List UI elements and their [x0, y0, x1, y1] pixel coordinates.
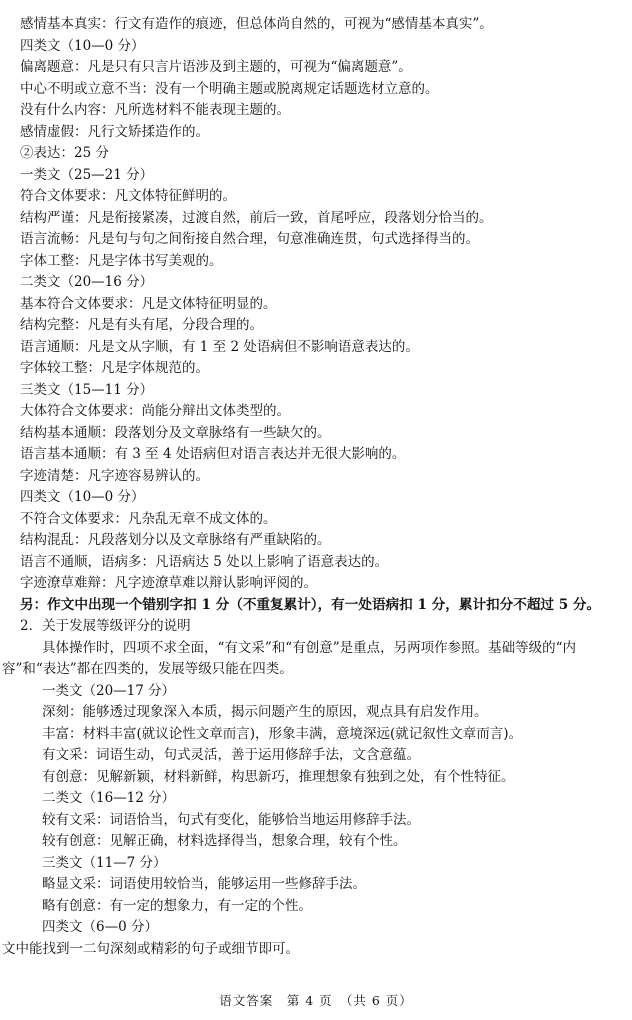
section-heading: 三类文（11—7 分） — [42, 854, 167, 871]
text-line: 结构完整：凡是有头有尾，分段合理的。 — [20, 317, 263, 333]
section-heading: 2．关于发展等级评分的说明 — [20, 618, 191, 634]
text-body — [0, 14, 632, 960]
text-line: 较有创意：见解正确，材料选择得当，想象合理，较有个性。 — [42, 833, 407, 849]
text-line: 文中能找到一二句深刻或精彩的句子或细节即可。 — [2, 940, 299, 957]
text-line: 结构基本通顺：段落划分及文章脉络有一些缺欠的。 — [20, 424, 331, 441]
text-line: 不符合文体要求：凡杂乱无章不成文体的。 — [20, 510, 277, 527]
section-heading: 三类文（15—11 分） — [20, 381, 154, 398]
section-heading: 一类文（20—17 分） — [42, 682, 176, 699]
text-line: 有文采：词语生动，句式灵活，善于运用修辞手法，文含意蕴。 — [42, 747, 420, 763]
text-line: 符合文体要求：凡文体特征鲜明的。 — [20, 188, 236, 204]
text-line: 结构严谨：凡是衔接紧凑，过渡自然，前后一致，首尾呼应，段落划分恰当的。 — [20, 209, 493, 226]
text-line: 语言不通顺，语病多：凡语病达 5 处以上影响了语意表达的。 — [20, 553, 389, 570]
text-line: 中心不明或立意不当：没有一个明确主题或脱离规定话题选材立意的。 — [20, 80, 439, 97]
text-line: 结构混乱：凡段落划分以及文章脉络有严重缺陷的。 — [20, 532, 331, 548]
section-heading: 四类文（10—0 分） — [20, 489, 145, 505]
text-line: 字体工整：凡是字体书写美观的。 — [20, 252, 223, 269]
text-line: 语言通顺：凡是文从字顺，有 1 至 2 处语病但不影响语意表达的。 — [20, 338, 419, 355]
text-line: 感情虚假：凡行文矫揉造作的。 — [20, 123, 209, 140]
text-line: 深刻：能够透过现象深入本质，揭示问题产生的原因，观点具有启发作用。 — [42, 704, 488, 720]
section-heading: 二类文（16—12 分） — [42, 790, 176, 806]
text-line: 字迹潦草难辩：凡字迹潦草难以辩认影响评阅的。 — [20, 575, 317, 591]
text-line: 略有创意：有一定的想象力，有一定的个性。 — [42, 897, 312, 914]
deduction-note: 另：作文中出现一个错别字扣 1 分（不重复累计），有一处语病扣 1 分，累计扣分不超过 5 分。 — [20, 596, 601, 613]
text-line: 字迹清楚：凡字迹容易辨认的。 — [20, 467, 209, 484]
text-line: 偏离题意：凡是只有只言片语涉及到主题的，可视为“偏离题意”。 — [20, 59, 412, 75]
text-line: 较有文采：词语恰当，句式有变化，能够恰当地运用修辞手法。 — [42, 811, 420, 828]
text-line: 感情基本真实：行文有造作的痕迹，但总体尚自然的，可视为“感情基本真实”。 — [20, 16, 493, 32]
text-line: 略显文采：词语使用较恰当，能够运用一些修辞手法。 — [42, 876, 366, 892]
text-line: 大体符合文体要求：尚能分辩出文体类型的。 — [20, 403, 290, 419]
section-heading: 四类文（10—0 分） — [20, 37, 145, 54]
text-line: 有创意：见解新颖，材料新鲜，构思新巧，推理想象有独到之处，有个性特征。 — [42, 768, 515, 785]
text-line: 容”和“表达”都在四类的，发展等级只能在四类。 — [2, 661, 293, 677]
page-footer: 语文答案 第 4 页 （共 6 页） — [219, 993, 413, 1008]
text-line: 字体较工整：凡是字体规范的。 — [20, 360, 209, 376]
text-line: 丰富：材料丰富(就议论性文章而言)，形象丰满，意境深远(就记叙性文章而言)。 — [42, 725, 523, 742]
text-line: 基本符合文体要求：凡是文体特征明显的。 — [20, 295, 277, 312]
text-line: 语言基本通顺：有 3 至 4 处语病但对语言表达并无很大影响的。 — [20, 446, 406, 462]
section-heading: 四类文（6—0 分） — [42, 919, 158, 935]
section-heading: 二类文（20—16 分） — [20, 274, 154, 290]
section-heading: ②表达：25 分 — [20, 145, 109, 161]
text-line: 具体操作时，四项不求全面，“有文采”和“有创意”是重点，另两项作参照。基础等级的“内 — [42, 639, 577, 656]
section-heading: 一类文（25—21 分） — [20, 166, 154, 183]
text-line: 没有什么内容：凡所选材料不能表现主题的。 — [20, 102, 290, 118]
text-line: 语言流畅：凡是句与句之间衔接自然合理，句意准确连贯，句式选择得当的。 — [20, 231, 479, 247]
